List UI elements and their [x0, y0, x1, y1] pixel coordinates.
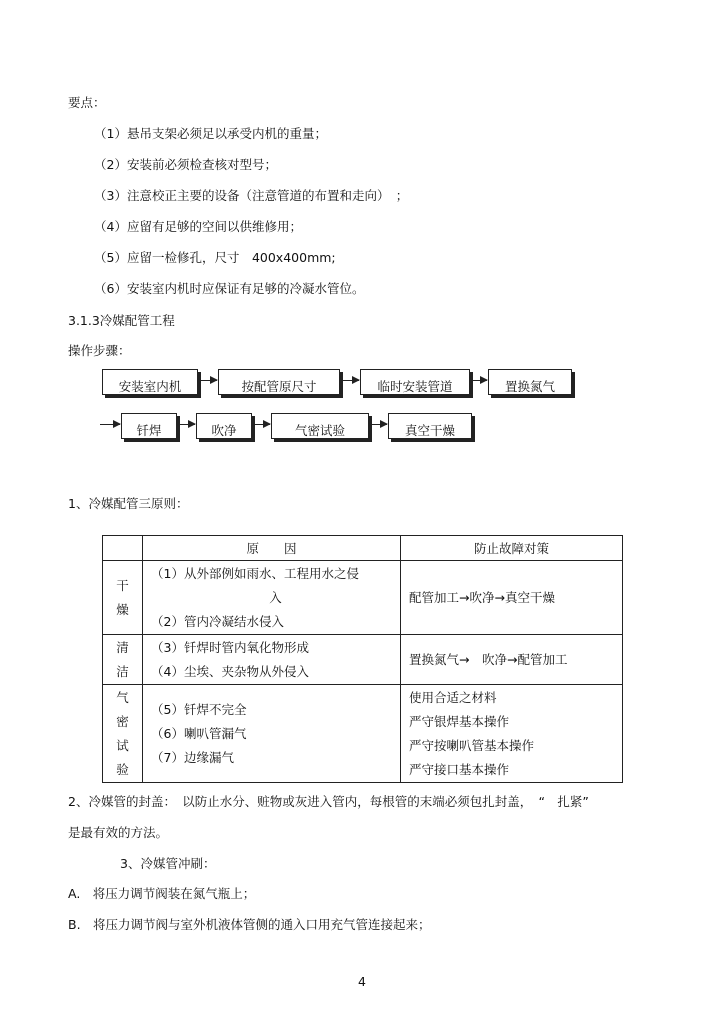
- measures-airtight: 使用合适之材料 严守银焊基本操作 严守按喇叭管基本操作 严守接口基本操作: [401, 685, 623, 783]
- section-heading: 3.1.3冷媒配管工程: [68, 313, 175, 328]
- principles-table: [102, 535, 623, 783]
- key-point-5: （5）应留一检修孔，尺寸 400x400mm;: [94, 250, 336, 265]
- page-number: 4: [358, 974, 366, 989]
- reasons-airtight: （5）钎焊不完全 （6）喇叭管漏气 （7）边缘漏气: [143, 685, 401, 783]
- flow-arrow: [341, 380, 359, 381]
- table-row-dry: [103, 561, 623, 635]
- measures-clean: 置换氮气→ 吹净→配管加工: [401, 635, 623, 685]
- flushing-title: 3、冷媒管冲刷：: [120, 856, 216, 871]
- category-airtight: 气 密 试 验: [103, 685, 143, 783]
- flow-step-brazing: 钎焊: [121, 413, 177, 439]
- key-point-3: （3）注意校正主要的设备（注意管道的布置和走向） ；: [94, 188, 409, 203]
- table-row-clean: [103, 635, 623, 685]
- flow-step-install-indoor-unit: 安装室内机: [102, 369, 198, 395]
- flushing-item-b: B. 将压力调节阀与室外机液体管侧的通入口用充气管连接起来；: [68, 917, 431, 932]
- principles-title: 1、冷媒配管三原则：: [68, 496, 189, 511]
- table-row-airtight: [103, 685, 623, 783]
- flow-step-pipe-size: 按配管原尺寸: [218, 369, 340, 395]
- table-header-reason: 原 因: [143, 536, 401, 561]
- category-dry: 干 燥: [103, 561, 143, 635]
- flow-arrow: [178, 424, 195, 425]
- flushing-item-a: A. 将压力调节阀装在氮气瓶上；: [68, 886, 256, 901]
- key-points-title: 要点：: [68, 95, 106, 110]
- flow-step-airtight-test: 气密试验: [271, 413, 369, 439]
- reasons-dry: （1）从外部例如雨水、工程用水之侵 入 （2）管内冷凝结水侵入: [143, 561, 401, 635]
- key-point-1: （1）悬吊支架必须足以承受内机的重量；: [94, 126, 327, 141]
- table-header-measure: 防止故障对策: [401, 536, 623, 561]
- flow-arrow: [100, 424, 120, 425]
- flow-step-nitrogen-replace: 置换氮气: [488, 369, 572, 395]
- key-point-2: （2）安装前必须检查核对型号；: [94, 157, 277, 172]
- flow-step-vacuum-dry: 真空干燥: [388, 413, 472, 439]
- table-header-row: [103, 536, 623, 561]
- sealing-line-2: 是最有效的方法。: [68, 825, 169, 840]
- table-header-blank: [103, 536, 143, 561]
- category-clean: 清 洁: [103, 635, 143, 685]
- flow-step-temp-pipe: 临时安装管道: [360, 369, 470, 395]
- sealing-line-1: 2、冷媒管的封盖： 以防止水分、赃物或灰进入管内，每根管的末端必须包扎封盖， “ 扎紧”: [68, 794, 589, 809]
- flow-step-blow-clean: 吹净: [196, 413, 252, 439]
- key-point-4: （4）应留有足够的空间以供维修用；: [94, 219, 302, 234]
- flow-arrow: [253, 424, 270, 425]
- flow-arrow: [199, 380, 217, 381]
- reasons-clean: （3）钎焊时管内氧化物形成 （4）尘埃、夹杂物从外侵入: [143, 635, 401, 685]
- steps-label: 操作步骤：: [68, 343, 131, 358]
- key-point-6: （6）安装室内机时应保证有足够的冷凝水管位。: [94, 281, 365, 296]
- flow-arrow: [471, 380, 487, 381]
- flow-arrow: [370, 424, 387, 425]
- measures-dry: 配管加工→吹净→真空干燥: [401, 561, 623, 635]
